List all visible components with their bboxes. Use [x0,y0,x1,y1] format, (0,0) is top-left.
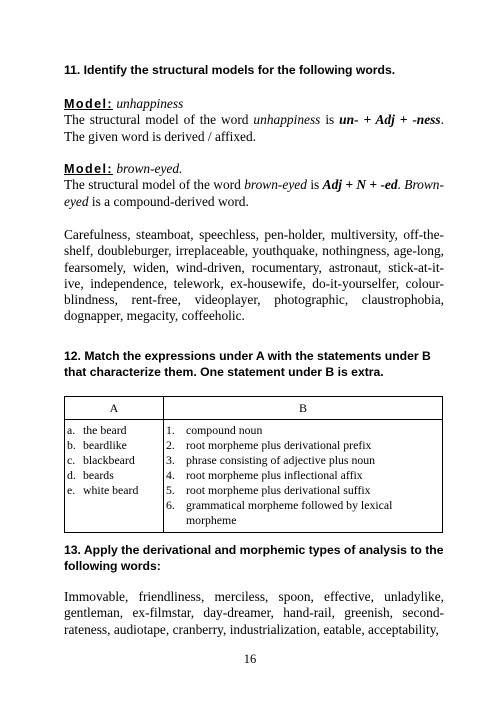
model-word: unhappiness [116,96,184,111]
model-label: Model: [64,162,113,176]
model-formula: Adj + N + -ed [322,177,398,193]
list-item: e. white beard [67,483,139,497]
column-a-items [65,420,164,533]
list-item: b. beardlike [67,438,127,452]
list-item: 5. root morpheme plus derivational suffix [166,483,371,497]
exercise-11-heading: 11. Identify the structural models for the following words. [64,63,396,77]
exercise-13-heading: 13. Apply the derivational and morphemic types of analysis to the following words: [64,543,444,573]
model-label: Model: [64,97,113,111]
matching-table [64,396,443,533]
column-b-header: B [164,397,443,420]
page-number: 16 [243,652,257,666]
list-item: 3. phrase consisting of adjective plus noun [166,453,376,467]
column-b-items [164,420,443,533]
column-a-header: A [65,397,164,420]
exercise-11-word-list: Carefulness, steamboat, speechless, pen-holder, multiversity, off-the-shelf, doubleburger, irreplaceable, youthquake, nothingness, age-long, fearsomely, widen, wind-driven, rocumentary, astronaut, stick-at-it-ive, independence, telework, ex-housewife, do-it-yourselfer, colour-blindness, rent-free, videoplayer, photographic, claustrophobia, dognapper, megacity, coffeeholic. [64,227,444,324]
model-formula: un- + Adj + -ness [339,112,441,128]
model-2 [64,161,444,210]
model-word: brown-eyed. [116,161,183,176]
list-item: 2. root morpheme plus derivational prefix [166,438,372,452]
list-item: c. blackbeard [67,453,135,467]
list-item: 1. compound noun [166,423,263,437]
exercise-12-heading: 12. Match the expressions under A with the statements under B that characterize them. One statement under B is extra. [64,349,431,379]
list-item: a. the beard [67,423,127,437]
model-1 [64,96,444,145]
list-item: d. beards [67,468,114,482]
exercise-13-word-list: Immovable, friendliness, merciless, spoon, effective, unladylike, gentleman, ex-filmstar, day-dreamer, hand-rail, greenish, second-rateness, audiotape, cranberry, industrialization, eatable, acceptability, [64,589,444,637]
list-item: 4. root morpheme plus inflectional affix [166,468,363,482]
model-1-explanation: The structural model of the word unhappiness is un- + Adj + -ness. The given word is derived / affixed. [64,112,444,144]
list-item: 6. grammatical morpheme followed by lexical morpheme [166,498,393,527]
model-2-explanation: The structural model of the word brown-eyed is Adj + N + -ed. Brown-eyed is a compound-derived word. [64,177,444,209]
